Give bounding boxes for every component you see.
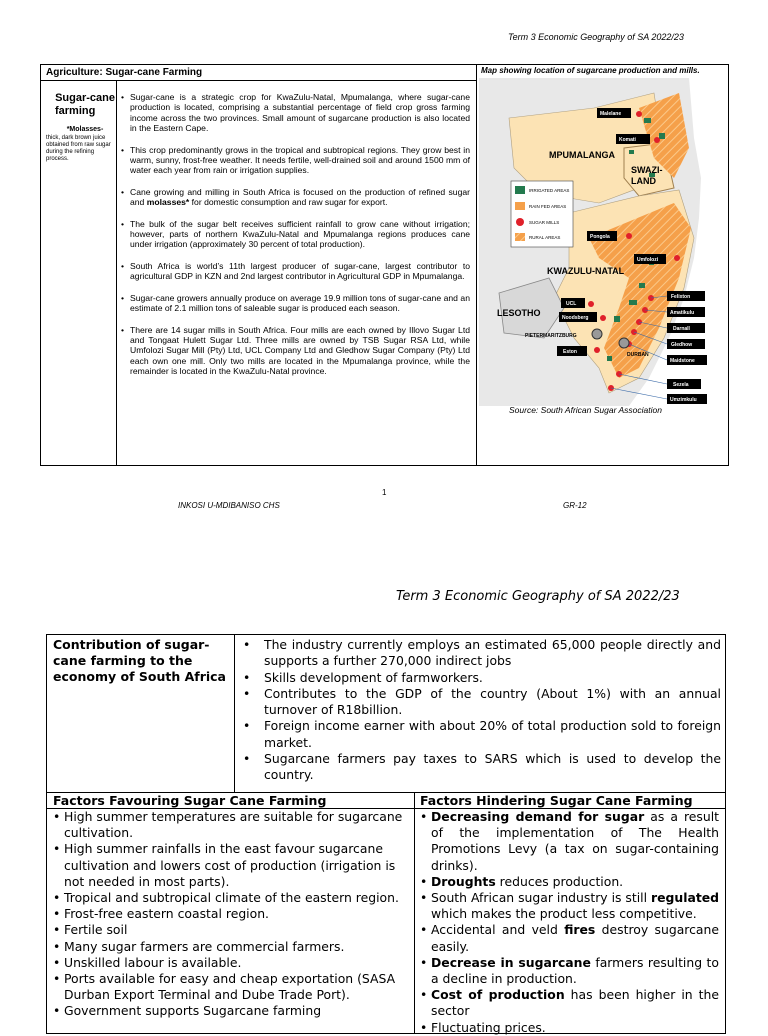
list-item: • South African sugar industry is still regulated which makes the product less competitive.	[419, 890, 719, 922]
list-item: • Ports available for easy and cheap exportation (SASA Durban Export Terminal and Dube Trade Port).	[52, 971, 407, 1003]
list-item: • Sugar-cane is a strategic crop for KwaZulu-Natal, Mpumalanga, where sugar-cane production is located, comprising a substantial percentage of field crop gross farming income across the two provinces. Small amount of sugarcane production is also located in the Eastern Cape.	[120, 92, 470, 134]
svg-text:SUGAR MILLS: SUGAR MILLS	[529, 220, 560, 225]
hindering-list	[419, 809, 719, 1036]
svg-text:Pongola: Pongola	[590, 234, 610, 240]
footer-grade: GR-12	[563, 501, 587, 510]
list-item: • Unskilled labour is available.	[52, 955, 407, 971]
sugarcane-table	[40, 64, 729, 466]
list-item: • Government supports Sugarcane farming	[52, 1003, 407, 1019]
map-label: SWAZI-	[631, 165, 663, 175]
row-title: Sugar-cane farming	[55, 92, 115, 117]
favouring-list	[52, 809, 407, 1020]
list-item: • Cost of production has been higher in the sector	[419, 987, 719, 1019]
favouring-title: Factors Favouring Sugar Cane Farming	[53, 793, 327, 808]
svg-text:Eston: Eston	[563, 349, 577, 355]
list-item: • Decreasing demand for sugar as a result of the implementation of The Health Promotions Levy (a tax on sugar-containing drinks).	[419, 809, 719, 874]
list-item: • Accidental and veld fires destroy sugarcane easily.	[419, 922, 719, 954]
list-item: • The industry currently employs an estimated 65,000 people directly and supports a further 270,000 indirect jobs	[239, 637, 721, 670]
svg-text:Felixton: Felixton	[671, 294, 691, 300]
list-item: • Cane growing and milling in South Africa is focused on the production of refined sugar and molasses* for domestic consumption and raw sugar for export.	[120, 187, 470, 208]
map-label: LAND	[631, 176, 656, 186]
molasses-note-heading: *Molasses-	[66, 126, 104, 133]
footer-school: INKOSI U-MDIBANISO CHS	[178, 501, 280, 510]
map-label: LESOTHO	[497, 308, 541, 318]
list-item: • Frost-free eastern coastal region.	[52, 906, 407, 922]
list-item: • Foreign income earner with about 20% of total production sold to foreign market.	[239, 718, 721, 751]
table-title: Agriculture: Sugar-cane Farming	[46, 67, 203, 78]
svg-text:Amatikulu: Amatikulu	[670, 310, 695, 316]
svg-text:Gledhow: Gledhow	[671, 342, 693, 348]
contribution-list	[239, 637, 721, 784]
svg-text:IRRIGATED AREAS: IRRIGATED AREAS	[529, 188, 570, 193]
list-item: • High summer rainfalls in the east favour sugarcane cultivation and lowers cost of production (irrigation is not needed in most parts).	[52, 841, 407, 890]
molasses-note: thick, dark brown juice obtained from raw sugar during the refining process.	[46, 135, 111, 162]
list-item: • This crop predominantly grows in the tropical and subtropical regions. They grow best in warm, sunny, frost-free weather. It needs fertile, well-drained soil and around 1500 mm of water each year from rain or irrigation supplies.	[120, 145, 470, 176]
list-item: • Fluctuating prices.	[419, 1020, 719, 1036]
map-label: KWAZULU-NATAL	[547, 266, 625, 276]
list-item: • High summer temperatures are suitable for sugarcane cultivation.	[52, 809, 407, 841]
economy-table	[46, 634, 726, 1034]
svg-text:UCL: UCL	[566, 301, 577, 307]
map-city: PIETERMARITZBURG	[525, 333, 577, 339]
svg-text:Umfolozi: Umfolozi	[637, 257, 659, 263]
page1-header: Term 3 Economic Geography of SA 2022/23	[508, 32, 684, 42]
list-item: • Decrease in sugarcane farmers resulting to a decline in production.	[419, 955, 719, 987]
svg-text:Noodsberg: Noodsberg	[562, 315, 589, 321]
list-item: • Skills development of farmworkers.	[239, 670, 721, 686]
svg-text:RAIN FED AREAS: RAIN FED AREAS	[529, 204, 567, 209]
map-legend	[511, 181, 573, 247]
list-item: • Sugar-cane growers annually produce on average 19.9 million tons of sugar-cane and an estimate of 2.1 million tons of saleable sugar is produced each season.	[120, 293, 470, 314]
svg-text:Umzimkulu: Umzimkulu	[670, 397, 697, 403]
sugarcane-bullets	[120, 92, 470, 388]
map-title: Map showing location of sugarcane production and mills.	[481, 66, 700, 75]
hindering-title: Factors Hindering Sugar Cane Farming	[420, 793, 693, 808]
svg-text:Malelane: Malelane	[600, 111, 622, 117]
contribution-title: Contribution of sugar-cane farming to the economy of South Africa	[53, 637, 226, 684]
list-item: • There are 14 sugar mills in South Africa. Four mills are each owned by Illovo Sugar Ltd and Tongaat Hulett Sugar Ltd. Three mills are owned by TSB Sugar RSA Ltd, while Umfolozi Sugar Mill (Pty) Ltd, UCL Company Ltd and Gledhow Sugar Company (Pty) Ltd each own one mill. Only two mills are located in the Mpumalanga province, while the remainder is located in the KwaZulu-Natal province.	[120, 325, 470, 377]
page-number: 1	[382, 488, 387, 497]
map-source: Source: South African Sugar Association	[509, 405, 662, 415]
list-item: • Droughts reduces production.	[419, 874, 719, 890]
list-item: • Fertile soil	[52, 922, 407, 938]
sugarcane-map	[479, 78, 727, 406]
map-label: MPUMALANGA	[549, 150, 615, 160]
svg-text:RURAL AREAS: RURAL AREAS	[529, 235, 561, 240]
list-item: • Sugarcane farmers pay taxes to SARS which is used to develop the country.	[239, 751, 721, 784]
svg-text:Darnall: Darnall	[673, 326, 690, 332]
list-item: • Contributes to the GDP of the country (About 1%) with an annual turnover of R18billion.	[239, 686, 721, 719]
svg-text:Sezela: Sezela	[673, 382, 689, 388]
list-item: • Tropical and subtropical climate of the eastern region.	[52, 890, 407, 906]
list-item: • Many sugar farmers are commercial farmers.	[52, 939, 407, 955]
svg-text:Komati: Komati	[619, 137, 636, 143]
svg-text:Maidstone: Maidstone	[670, 358, 695, 364]
list-item: • The bulk of the sugar belt receives sufficient rainfall to grow cane without irrigation; however, parts of northern KwaZulu-Natal and Mpumalanga regions produces cane under irrigation (approximately 30 percent of total production).	[120, 219, 470, 250]
page2-header: Term 3 Economic Geography of SA 2022/23	[396, 589, 680, 604]
list-item: • South Africa is world’s 11th largest producer of sugar-cane, largest contributor to agricultural GDP in KZN and 2nd largest contributor in Agricultural GDP in Mpumalanga.	[120, 261, 470, 282]
map-city: DURBAN	[627, 352, 649, 358]
